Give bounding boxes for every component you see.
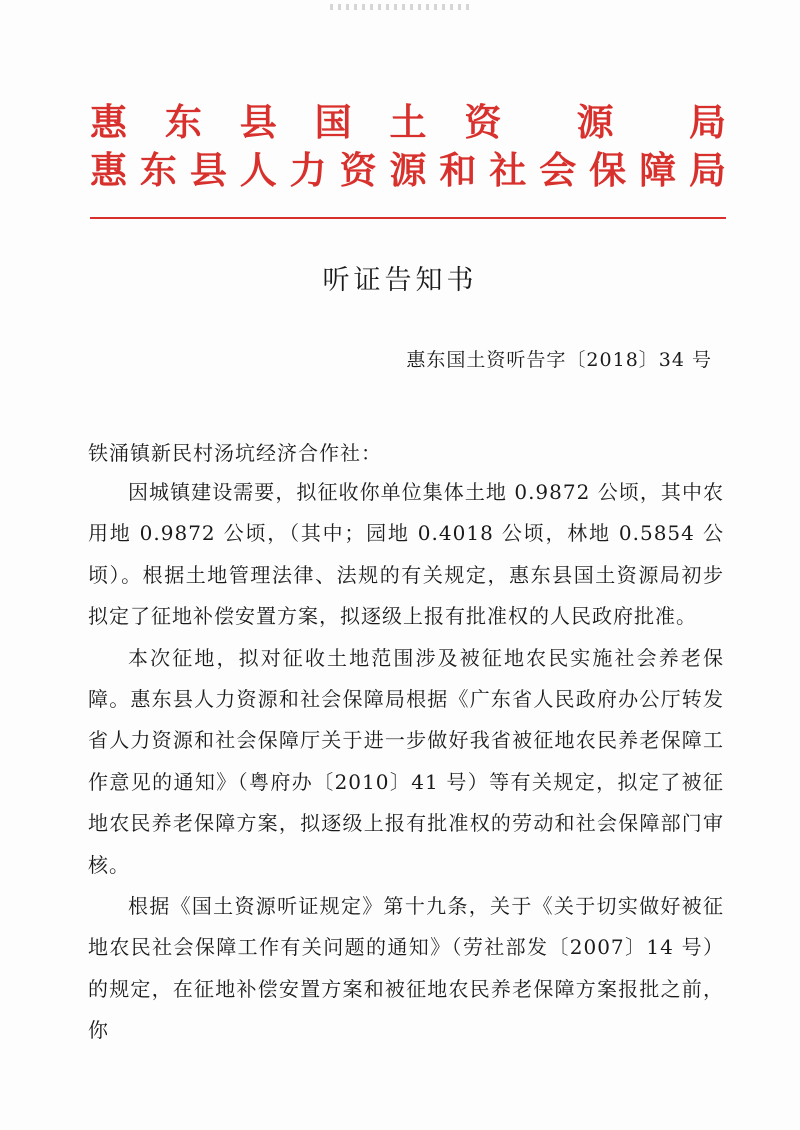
letterhead-agency-hr: 惠东县人力资源和社会保障局 — [90, 148, 726, 192]
letterhead-agency-land: 惠 东 县 国 土 资 源 局 — [90, 100, 726, 144]
document-body — [88, 472, 724, 1052]
document-title: 听证告知书 — [322, 265, 478, 296]
paragraph-1: 因城镇建设需要，拟征收你单位集体土地 0.9872 公顷，其中农用地 0.9872 公顷，（其中；园地 0.4018 公顷，林地 0.5854 公顷）。根据土地管理法律、法规的有关规定，惠东县国土资源局初步拟定了征地补偿安置方案，拟逐级上报有批准权的人民政府批准。 — [88, 480, 724, 629]
document-number: 惠东国土资听告字〔2018〕34 号 — [406, 349, 712, 371]
paragraph-3: 根据《国土资源听证规定》第十九条，关于《关于切实做好被征地农民社会保障工作有关问题的通知》（劳社部发〔2007〕14 号）的规定，在征地补偿安置方案和被征地农民养老保障方案报批之前，你 — [88, 894, 724, 1043]
recipient-line: 铁涌镇新民村汤坑经济合作社： — [88, 441, 382, 465]
scan-artifact — [330, 4, 470, 10]
paragraph-2: 本次征地，拟对征收土地范围涉及被征地农民实施社会养老保障。惠东县人力资源和社会保障局根据《广东省人民政府办公厅转发省人力资源和社会保障厅关于进一步做好我省被征地农民养老保障工作意见的通知》（粤府办〔2010〕41 号）等有关规定，拟定了被征地农民养老保障方案，拟逐级上报有批准权的劳动和社会保障部门审核。 — [88, 645, 724, 877]
letterhead-divider — [90, 217, 726, 219]
